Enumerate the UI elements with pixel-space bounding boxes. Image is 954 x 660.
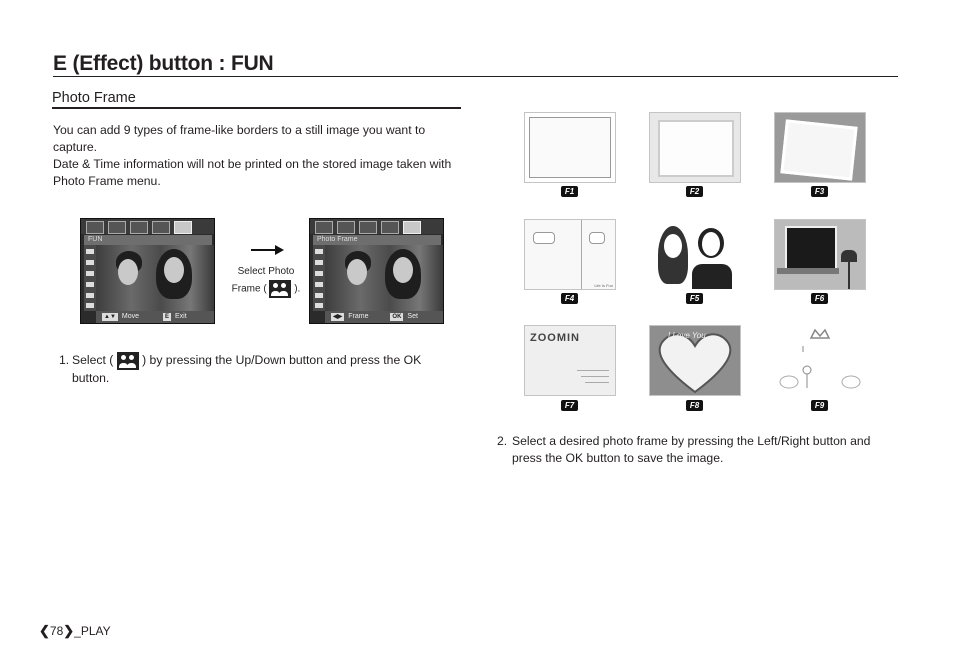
tab-icon: [381, 221, 399, 234]
frame-thumbnail-f6: [774, 219, 866, 290]
frame-label-f2: F2: [686, 186, 703, 197]
step-number: 2.: [497, 434, 508, 448]
photo-frame-icon: [269, 280, 291, 298]
effect-item-icon: [86, 293, 94, 298]
frame-label-f6: F6: [811, 293, 828, 304]
frame-label-f1: F1: [561, 186, 578, 197]
frame-thumbnail-f9: [774, 325, 866, 396]
effect-item-icon: [315, 303, 323, 308]
footer-section: _PLAY: [74, 624, 111, 638]
caption: [228, 263, 304, 298]
e-button-icon: E: [164, 314, 169, 320]
effect-item-icon: [315, 271, 323, 276]
menu-tab-bar: [310, 219, 443, 234]
frame-label-f5: F5: [686, 293, 703, 304]
button-guide: [96, 311, 214, 323]
menu-header: FUN: [84, 235, 212, 245]
effect-item-icon: [315, 282, 323, 287]
step-text: [72, 352, 454, 387]
frame-label-f7: F7: [561, 400, 578, 411]
frame-thumbnail-f8: [649, 325, 741, 396]
frame-thumbnail-f3: [774, 112, 866, 183]
frame-label-f4: F4: [561, 293, 578, 304]
step-2: [497, 433, 897, 467]
step-1: [59, 352, 454, 387]
chevron-right-icon: ❯: [63, 623, 75, 638]
frame-brand: ZOOMIN: [530, 332, 580, 344]
frame-thumbnail-f2: [649, 112, 741, 183]
exit-label: Exit: [174, 313, 187, 320]
section-title: Photo Frame: [52, 90, 136, 106]
caption-text: Frame (: [231, 283, 267, 295]
page-number: 78: [49, 624, 64, 638]
effect-item-icon: [86, 271, 94, 276]
intro-text: [53, 122, 453, 190]
section-divider: [52, 107, 461, 109]
frame-label-f9: F9: [811, 400, 828, 411]
tab-icon: [359, 221, 377, 234]
tab-icon: [108, 221, 126, 234]
intro-paragraph: You can add 9 types of frame-like borders to a still image you want to capture.: [53, 123, 426, 154]
chevron-left-icon: ❮: [39, 623, 50, 638]
page-title: E (Effect) button : FUN: [53, 52, 274, 75]
effect-list: [84, 245, 96, 311]
frame-script: I Love You: [668, 331, 706, 340]
camera-screen-photo-frame: [309, 218, 444, 324]
caption-text: ).: [294, 283, 301, 295]
button-guide: [325, 311, 443, 323]
caption-line: Select Photo: [237, 266, 295, 277]
frame-thumbnail-f4: [524, 219, 616, 290]
move-label: Move: [121, 313, 140, 320]
couple-photo: [325, 245, 443, 311]
photo-frame-icon: [117, 352, 139, 370]
tab-icon: [315, 221, 333, 234]
effect-item-icon: [315, 260, 323, 265]
tab-icon: [86, 221, 104, 234]
tab-icon-selected: [403, 221, 421, 234]
effect-item-icon: [86, 249, 94, 254]
frame-note: Life Is Fun: [594, 283, 613, 288]
camera-screen-fun-menu: [80, 218, 215, 324]
frame-label: Frame: [348, 313, 369, 320]
step-text-part: Select (: [72, 353, 114, 368]
intro-paragraph: Date & Time information will not be printed on the stored image taken with Photo Frame menu.: [53, 157, 452, 188]
caption-line: [228, 280, 304, 298]
effect-item-icon: [315, 293, 323, 298]
right-arrow-icon: [251, 244, 285, 256]
effect-item-icon: [86, 282, 94, 287]
menu-header: Photo Frame: [313, 235, 441, 245]
effect-list: [313, 245, 325, 311]
menu-tab-bar: [81, 219, 214, 234]
tab-icon: [337, 221, 355, 234]
left-right-icon: ◀▶: [333, 314, 343, 320]
effect-item-icon: [315, 249, 323, 254]
tab-icon: [130, 221, 148, 234]
effect-item-icon: [86, 260, 94, 265]
frame-thumbnail-f7: [524, 325, 616, 396]
frame-label-f3: F3: [811, 186, 828, 197]
step-text-part: ) by pressing the Up/Down button and press the OK button.: [72, 353, 422, 385]
title-divider: [53, 76, 898, 77]
tab-icon: [152, 221, 170, 234]
page-footer: [39, 623, 111, 639]
step-number: 1.: [59, 353, 70, 367]
up-down-icon: ▲▼: [104, 314, 116, 320]
frame-thumbnail-f1: [524, 112, 616, 183]
step-text: Select a desired photo frame by pressing the Left/Right button and press the OK button to save the image.: [512, 434, 871, 465]
tab-icon-selected: [174, 221, 192, 234]
frame-label-f8: F8: [686, 400, 703, 411]
couple-photo: [96, 245, 214, 311]
frame-thumbnail-f5: [649, 219, 741, 290]
ok-button-icon: OK: [392, 314, 402, 320]
effect-item-icon: [86, 303, 94, 308]
set-label: Set: [407, 313, 418, 320]
